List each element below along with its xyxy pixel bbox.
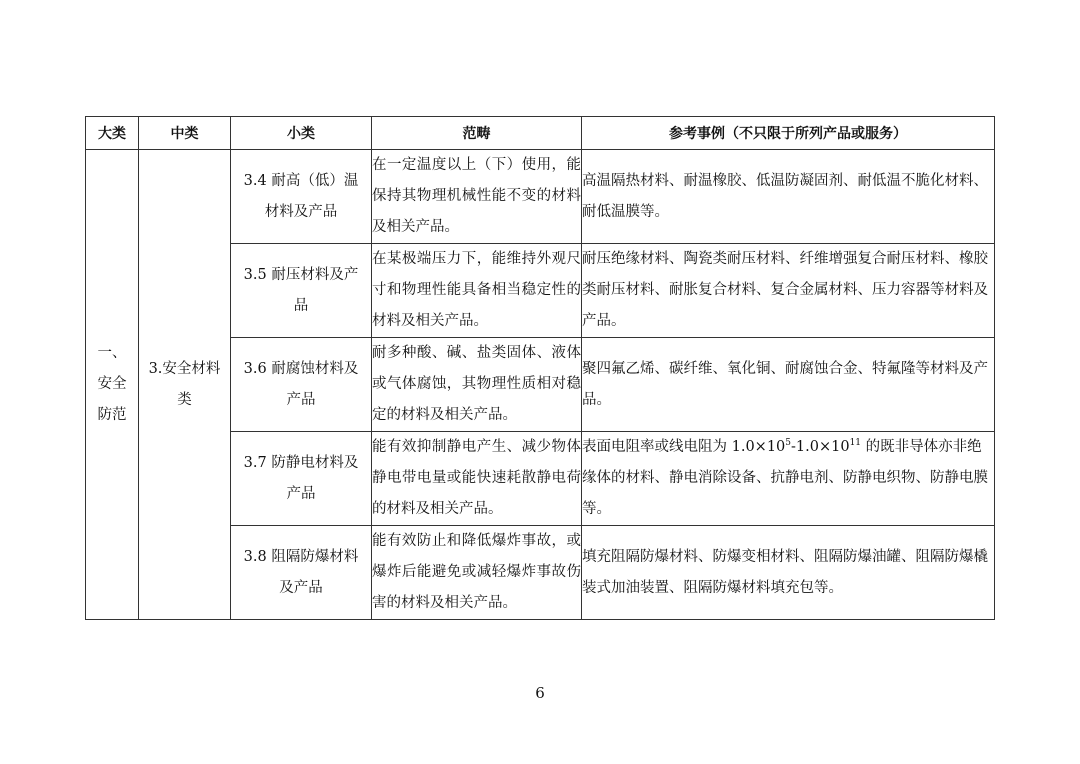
sub-category-cell <box>231 432 372 526</box>
examples-text-part: 的既非导体亦非绝缘体的材料、静电消除设备、抗静电剂、防静电织物、防静电膜等。 <box>582 439 988 517</box>
sub-category-text: 3.5 耐压材料及产 品 <box>243 266 359 314</box>
examples-cell: 聚四氟乙烯、碳纤维、氧化铜、耐腐蚀合金、特氟隆等材料及产品。 <box>582 338 995 432</box>
header-examples: 参考事例（不只限于所列产品或服务） <box>582 117 995 150</box>
header-mid-category: 中类 <box>139 117 231 150</box>
exponent-superscript: 5 <box>785 438 792 449</box>
examples-cell <box>582 432 995 526</box>
examples-cell: 填充阻隔防爆材料、防爆变相材料、阻隔防爆油罐、阻隔防爆橇装式加油装置、阻隔防爆材料填充包等。 <box>582 526 995 620</box>
header-major-category: 大类 <box>86 117 139 150</box>
scope-cell: 能有效防止和降低爆炸事故，或爆炸后能避免或减轻爆炸事故伤害的材料及相关产品。 <box>372 526 582 620</box>
category-table <box>85 116 995 620</box>
sub-category-cell <box>231 244 372 338</box>
page-number: 6 <box>535 684 545 702</box>
table-header-row <box>86 117 995 150</box>
sub-category-cell <box>231 526 372 620</box>
mid-category-text: 3.安全材料 类 <box>148 360 221 408</box>
examples-text-part: 表面电阻率或线电阻为 1.0×10 <box>582 439 786 455</box>
table-row <box>86 150 995 244</box>
major-category-text: 一、 安全 防范 <box>97 345 127 423</box>
sub-category-cell <box>231 338 372 432</box>
major-category-cell <box>86 150 139 620</box>
exponent-superscript: 11 <box>849 438 862 449</box>
scope-cell: 耐多种酸、碱、盐类固体、液体或气体腐蚀，其物理性质相对稳定的材料及相关产品。 <box>372 338 582 432</box>
scope-cell: 能有效抑制静电产生、减少物体静电带电量或能快速耗散静电荷的材料及相关产品。 <box>372 432 582 526</box>
scope-cell: 在某极端压力下，能维持外观尺寸和物理性能具备相当稳定性的材料及相关产品。 <box>372 244 582 338</box>
examples-cell: 高温隔热材料、耐温橡胶、低温防凝固剂、耐低温不脆化材料、耐低温膜等。 <box>582 150 995 244</box>
sub-category-text: 3.4 耐高（低）温 材料及产品 <box>243 172 359 220</box>
sub-category-text: 3.6 耐腐蚀材料及 产品 <box>243 360 359 408</box>
examples-cell: 耐压绝缘材料、陶瓷类耐压材料、纤维增强复合耐压材料、橡胶类耐压材料、耐胀复合材料、复合金属材料、压力容器等材料及产品。 <box>582 244 995 338</box>
sub-category-text: 3.8 阻隔防爆材料 及产品 <box>243 548 359 596</box>
header-scope: 范畴 <box>372 117 582 150</box>
header-sub-category: 小类 <box>231 117 372 150</box>
sub-category-text: 3.7 防静电材料及 产品 <box>243 454 359 502</box>
examples-text-part: -1.0×10 <box>791 439 850 455</box>
scope-cell: 在一定温度以上（下）使用，能保持其物理机械性能不变的材料及相关产品。 <box>372 150 582 244</box>
mid-category-cell <box>139 150 231 620</box>
sub-category-cell <box>231 150 372 244</box>
